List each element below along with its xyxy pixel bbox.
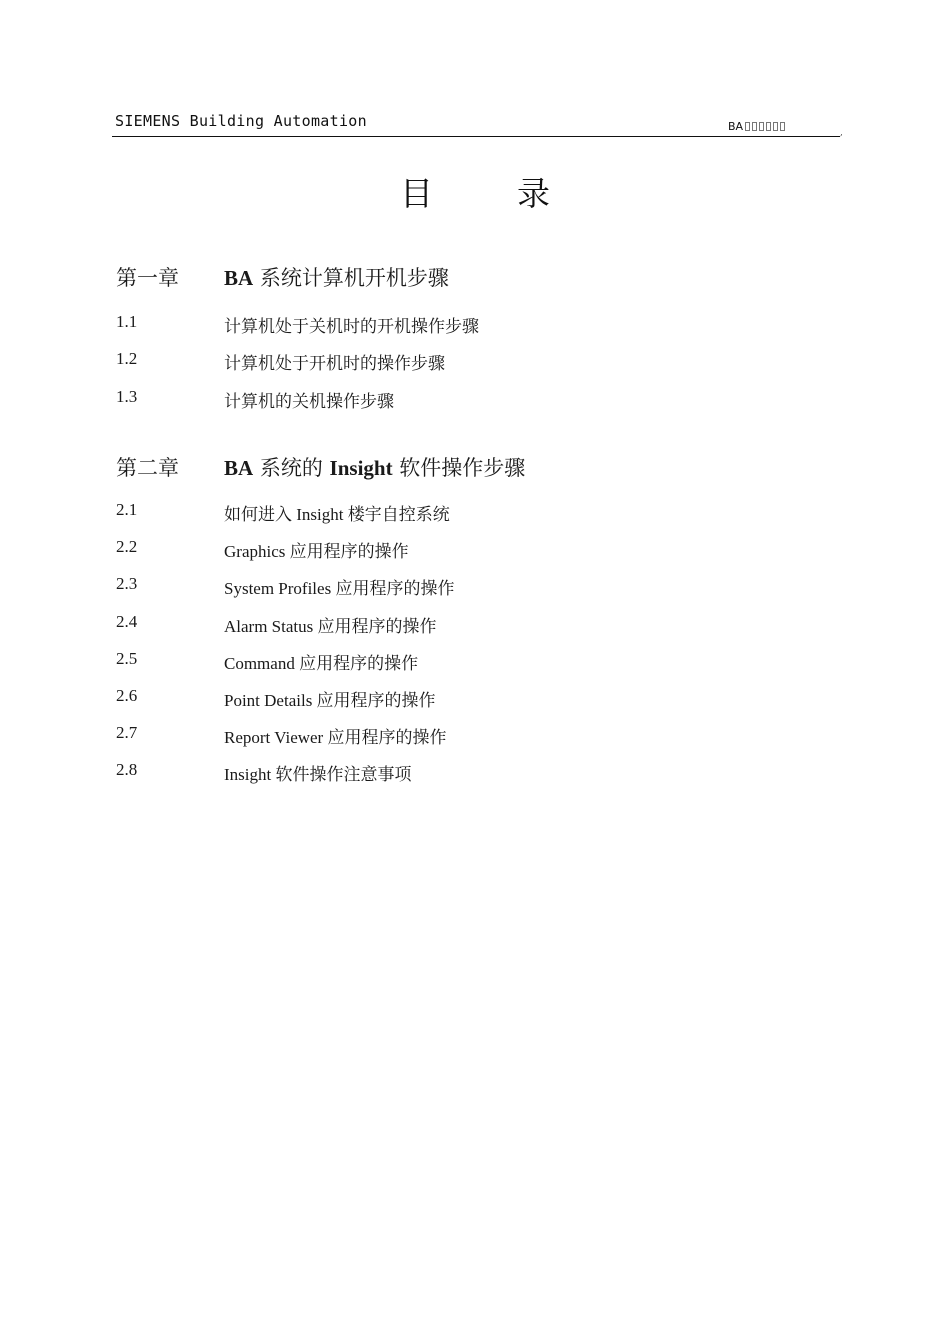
- toc-item-number: 2.6: [116, 686, 138, 705]
- toc-item-text: 计算机处于开机时的操作步骤: [224, 354, 445, 373]
- toc-item-number: 2.8: [116, 760, 138, 779]
- header-tick-mark: ,: [840, 128, 843, 138]
- toc-item[interactable]: [116, 500, 816, 524]
- header-doc-title-text: BA: [728, 120, 744, 133]
- toc-item-text: Command 应用程序的操作: [224, 654, 419, 673]
- toc-item-number: 1.1: [116, 312, 138, 331]
- toc-item-text: Insight 软件操作注意事项: [224, 765, 412, 784]
- page-title: [0, 168, 950, 215]
- toc-item[interactable]: [116, 649, 816, 673]
- toc-item[interactable]: [116, 312, 816, 336]
- missing-glyph-icon: [752, 122, 757, 131]
- header-doc-title: [728, 120, 785, 133]
- toc-item[interactable]: [116, 387, 816, 411]
- missing-glyph-icon: [759, 122, 764, 131]
- page-title-char-2: 录: [517, 174, 550, 213]
- chapter-title: [224, 452, 525, 482]
- missing-glyph-icon: [780, 122, 785, 131]
- toc-item[interactable]: [116, 574, 816, 598]
- chapter-title: [224, 262, 449, 292]
- chapter-title-cn-2: 软件操作步骤: [392, 456, 526, 480]
- toc-item[interactable]: [116, 760, 816, 784]
- toc-item-text: 计算机的关机操作步骤: [224, 392, 394, 411]
- missing-glyph-icon: [745, 122, 750, 131]
- toc-item-number: 2.5: [116, 649, 138, 668]
- missing-glyph-icon: [773, 122, 778, 131]
- toc-item[interactable]: [116, 349, 816, 373]
- chapter-label: 第二章: [116, 456, 179, 480]
- toc-item[interactable]: [116, 686, 816, 710]
- toc-item-text: 计算机处于关机时的开机操作步骤: [224, 317, 479, 336]
- chapter-title-cn: 系统的: [253, 456, 330, 480]
- toc-item-number: 2.7: [116, 723, 138, 742]
- page-title-char-1: 目: [400, 174, 433, 213]
- missing-glyph-icon: [766, 122, 771, 131]
- toc-item-number: 2.2: [116, 537, 138, 556]
- toc-item[interactable]: [116, 612, 816, 636]
- toc-item-number: 2.4: [116, 612, 138, 631]
- toc-item-text: Report Viewer 应用程序的操作: [224, 728, 447, 747]
- toc-chapter-1[interactable]: [116, 262, 816, 292]
- toc-item-text: System Profiles 应用程序的操作: [224, 579, 455, 598]
- toc-item-text: Graphics 应用程序的操作: [224, 542, 409, 561]
- toc-item[interactable]: [116, 723, 816, 747]
- chapter-title-latin: BA: [224, 456, 254, 480]
- toc-item-text: 如何进入 Insight 楼宇自控系统: [224, 505, 450, 524]
- toc-item-number: 1.2: [116, 349, 138, 368]
- toc-item-number: 1.3: [116, 387, 138, 406]
- chapter-title-latin-2: Insight: [329, 456, 393, 480]
- toc-item-number: 2.1: [116, 500, 138, 519]
- toc-item[interactable]: [116, 537, 816, 561]
- toc-item-number: 2.3: [116, 574, 138, 593]
- chapter-label: 第一章: [116, 266, 179, 290]
- toc-item-text: Alarm Status 应用程序的操作: [224, 617, 437, 636]
- page-header: [112, 108, 840, 137]
- toc-chapter-2[interactable]: [116, 452, 816, 482]
- chapter-title-cn: 系统计算机开机步骤: [253, 266, 449, 290]
- chapter-title-latin: BA: [224, 266, 254, 290]
- header-company: SIEMENS Building Automation: [115, 112, 367, 130]
- toc-item-text: Point Details 应用程序的操作: [224, 691, 436, 710]
